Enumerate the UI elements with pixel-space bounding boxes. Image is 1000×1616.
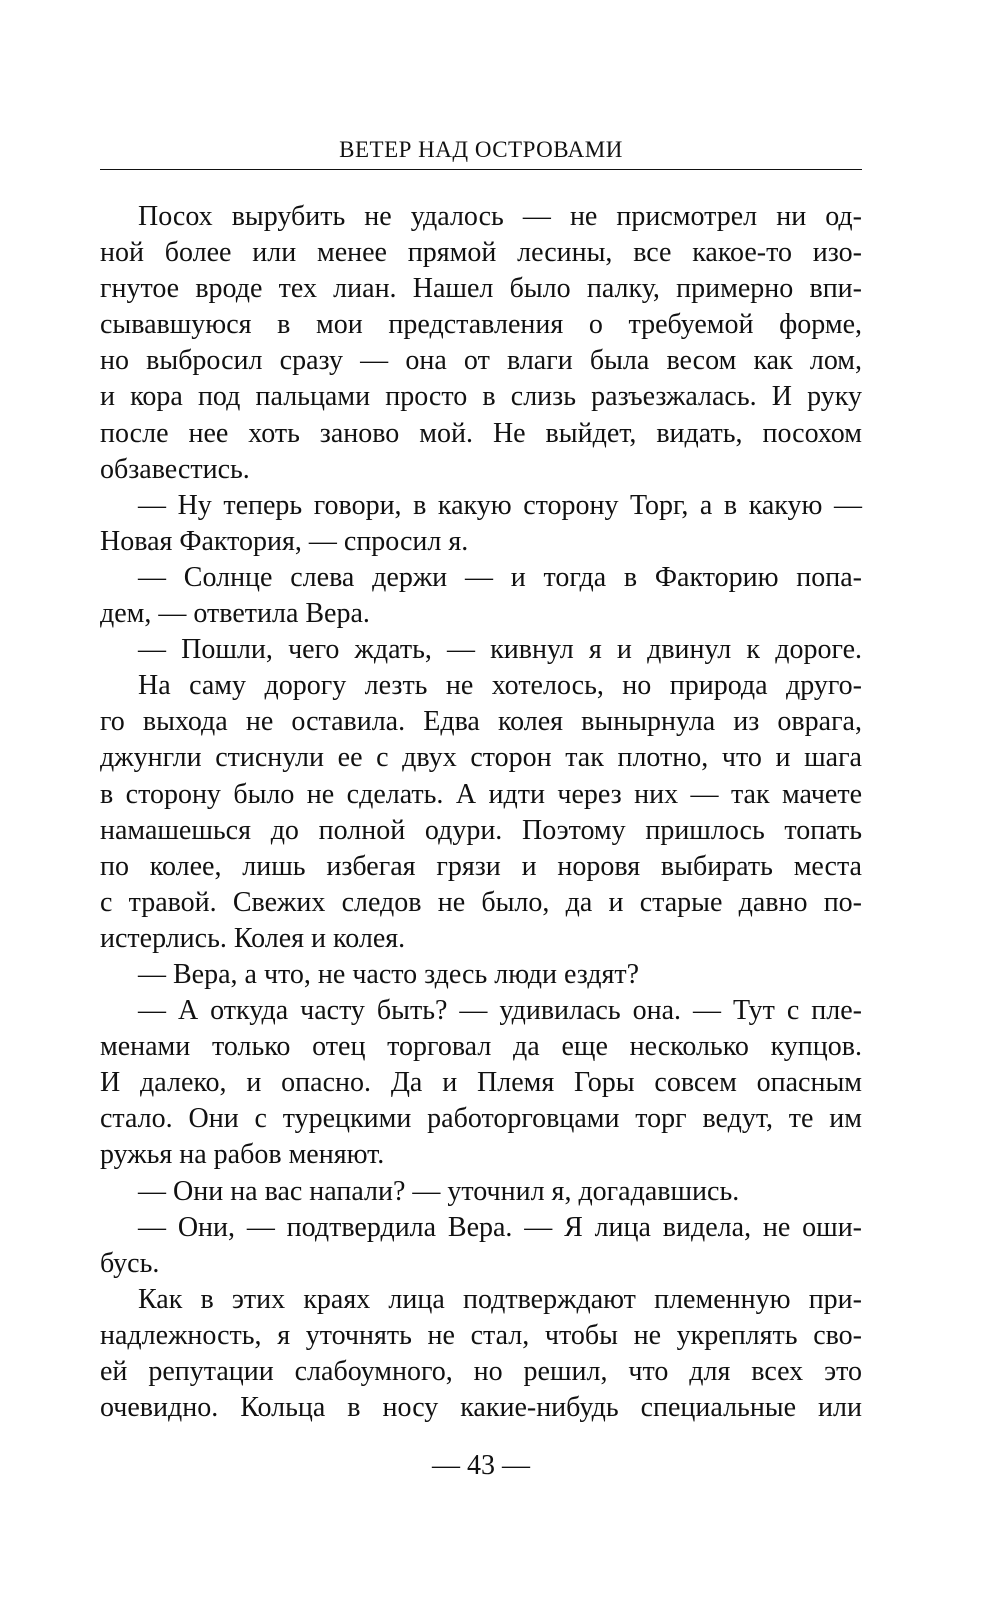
text-line: На саму дорогу лезть не хотелось, но природа друго-	[138, 670, 862, 702]
text-line: Новая Фактория, — спросил я.	[100, 525, 469, 557]
text-line: после нее хоть заново мой. Не выйдет, видать, посохом	[100, 417, 862, 449]
header-rule	[100, 169, 862, 170]
text-line: — Ну теперь говори, в какую сторону Торг, а в какую —	[138, 489, 862, 521]
text-line: — Пошли, чего ждать, — кивнул я и двинул к дороге.	[138, 634, 862, 666]
text-line: Посох вырубить не удалось — не присмотрел ни од-	[138, 201, 862, 232]
text-line: но выбросил сразу — она от влаги была весом как лом,	[100, 345, 862, 377]
text-line: истерлись. Колея и колея.	[100, 922, 406, 954]
text-line: очевидно. Кольца в носу какие-нибудь специальные или	[100, 1392, 862, 1424]
running-head: ВЕТЕР НАД ОСТРОВАМИ	[339, 137, 623, 162]
text-line: надлежность, я уточнять не стал, чтобы не укреплять сво-	[100, 1319, 862, 1351]
text-line: намашешься до полной одури. Поэтому пришлось топать	[100, 814, 862, 846]
text-line: бусь.	[100, 1247, 160, 1279]
text-line: — А откуда часту быть? — удивилась она. — Тут с пле-	[138, 995, 862, 1027]
text-line: и кора под пальцами просто в слизь разъезжалась. И руку	[100, 381, 862, 413]
text-line: гнутое вроде тех лиан. Нашел было палку, примерно впи-	[100, 273, 862, 305]
text-line: с травой. Свежих следов не было, да и старые давно по-	[100, 886, 862, 918]
page-number: — 43 —	[432, 1450, 530, 1481]
text-line: стало. Они с турецкими работорговцами торг ведут, те им	[100, 1103, 862, 1135]
text-line: в сторону было не сделать. А идти через них — так мачете	[100, 778, 862, 810]
text-line: — Они, — подтвердила Вера. — Я лица видела, не оши-	[138, 1211, 862, 1243]
text-line: по колее, лишь избегая грязи и норовя выбирать места	[100, 850, 862, 882]
text-line: го выхода не оставила. Едва колея вынырнула из оврага,	[100, 706, 862, 738]
text-line: ной более или менее прямой лесины, все какое-то изо-	[100, 237, 862, 269]
text-line: дем, — ответила Вера.	[100, 598, 370, 630]
text-line: И далеко, и опасно. Да и Племя Горы совсем опасным	[100, 1067, 862, 1099]
text-line: ружья на рабов меняют.	[100, 1139, 385, 1171]
text-line: — Солнце слева держи — и тогда в Факторию попа-	[138, 561, 862, 593]
text-line: сывавшуюся в мои представления о требуемой форме,	[100, 309, 862, 341]
text-line: джунгли стиснули ее с двух сторон так плотно, что и шага	[100, 742, 862, 774]
text-line: — Они на вас напали? — уточнил я, догадавшись.	[138, 1175, 740, 1207]
text-line: менами только отец торговал да еще несколько купцов.	[100, 1031, 862, 1063]
text-line: обзавестись.	[100, 453, 250, 485]
text-line: Как в этих краях лица подтверждают племенную при-	[138, 1283, 862, 1315]
body-text	[100, 199, 862, 1426]
text-line: ей репутации слабоумного, но решил, что для всех это	[100, 1356, 862, 1387]
text-line: — Вера, а что, не часто здесь люди ездят?	[138, 958, 640, 990]
